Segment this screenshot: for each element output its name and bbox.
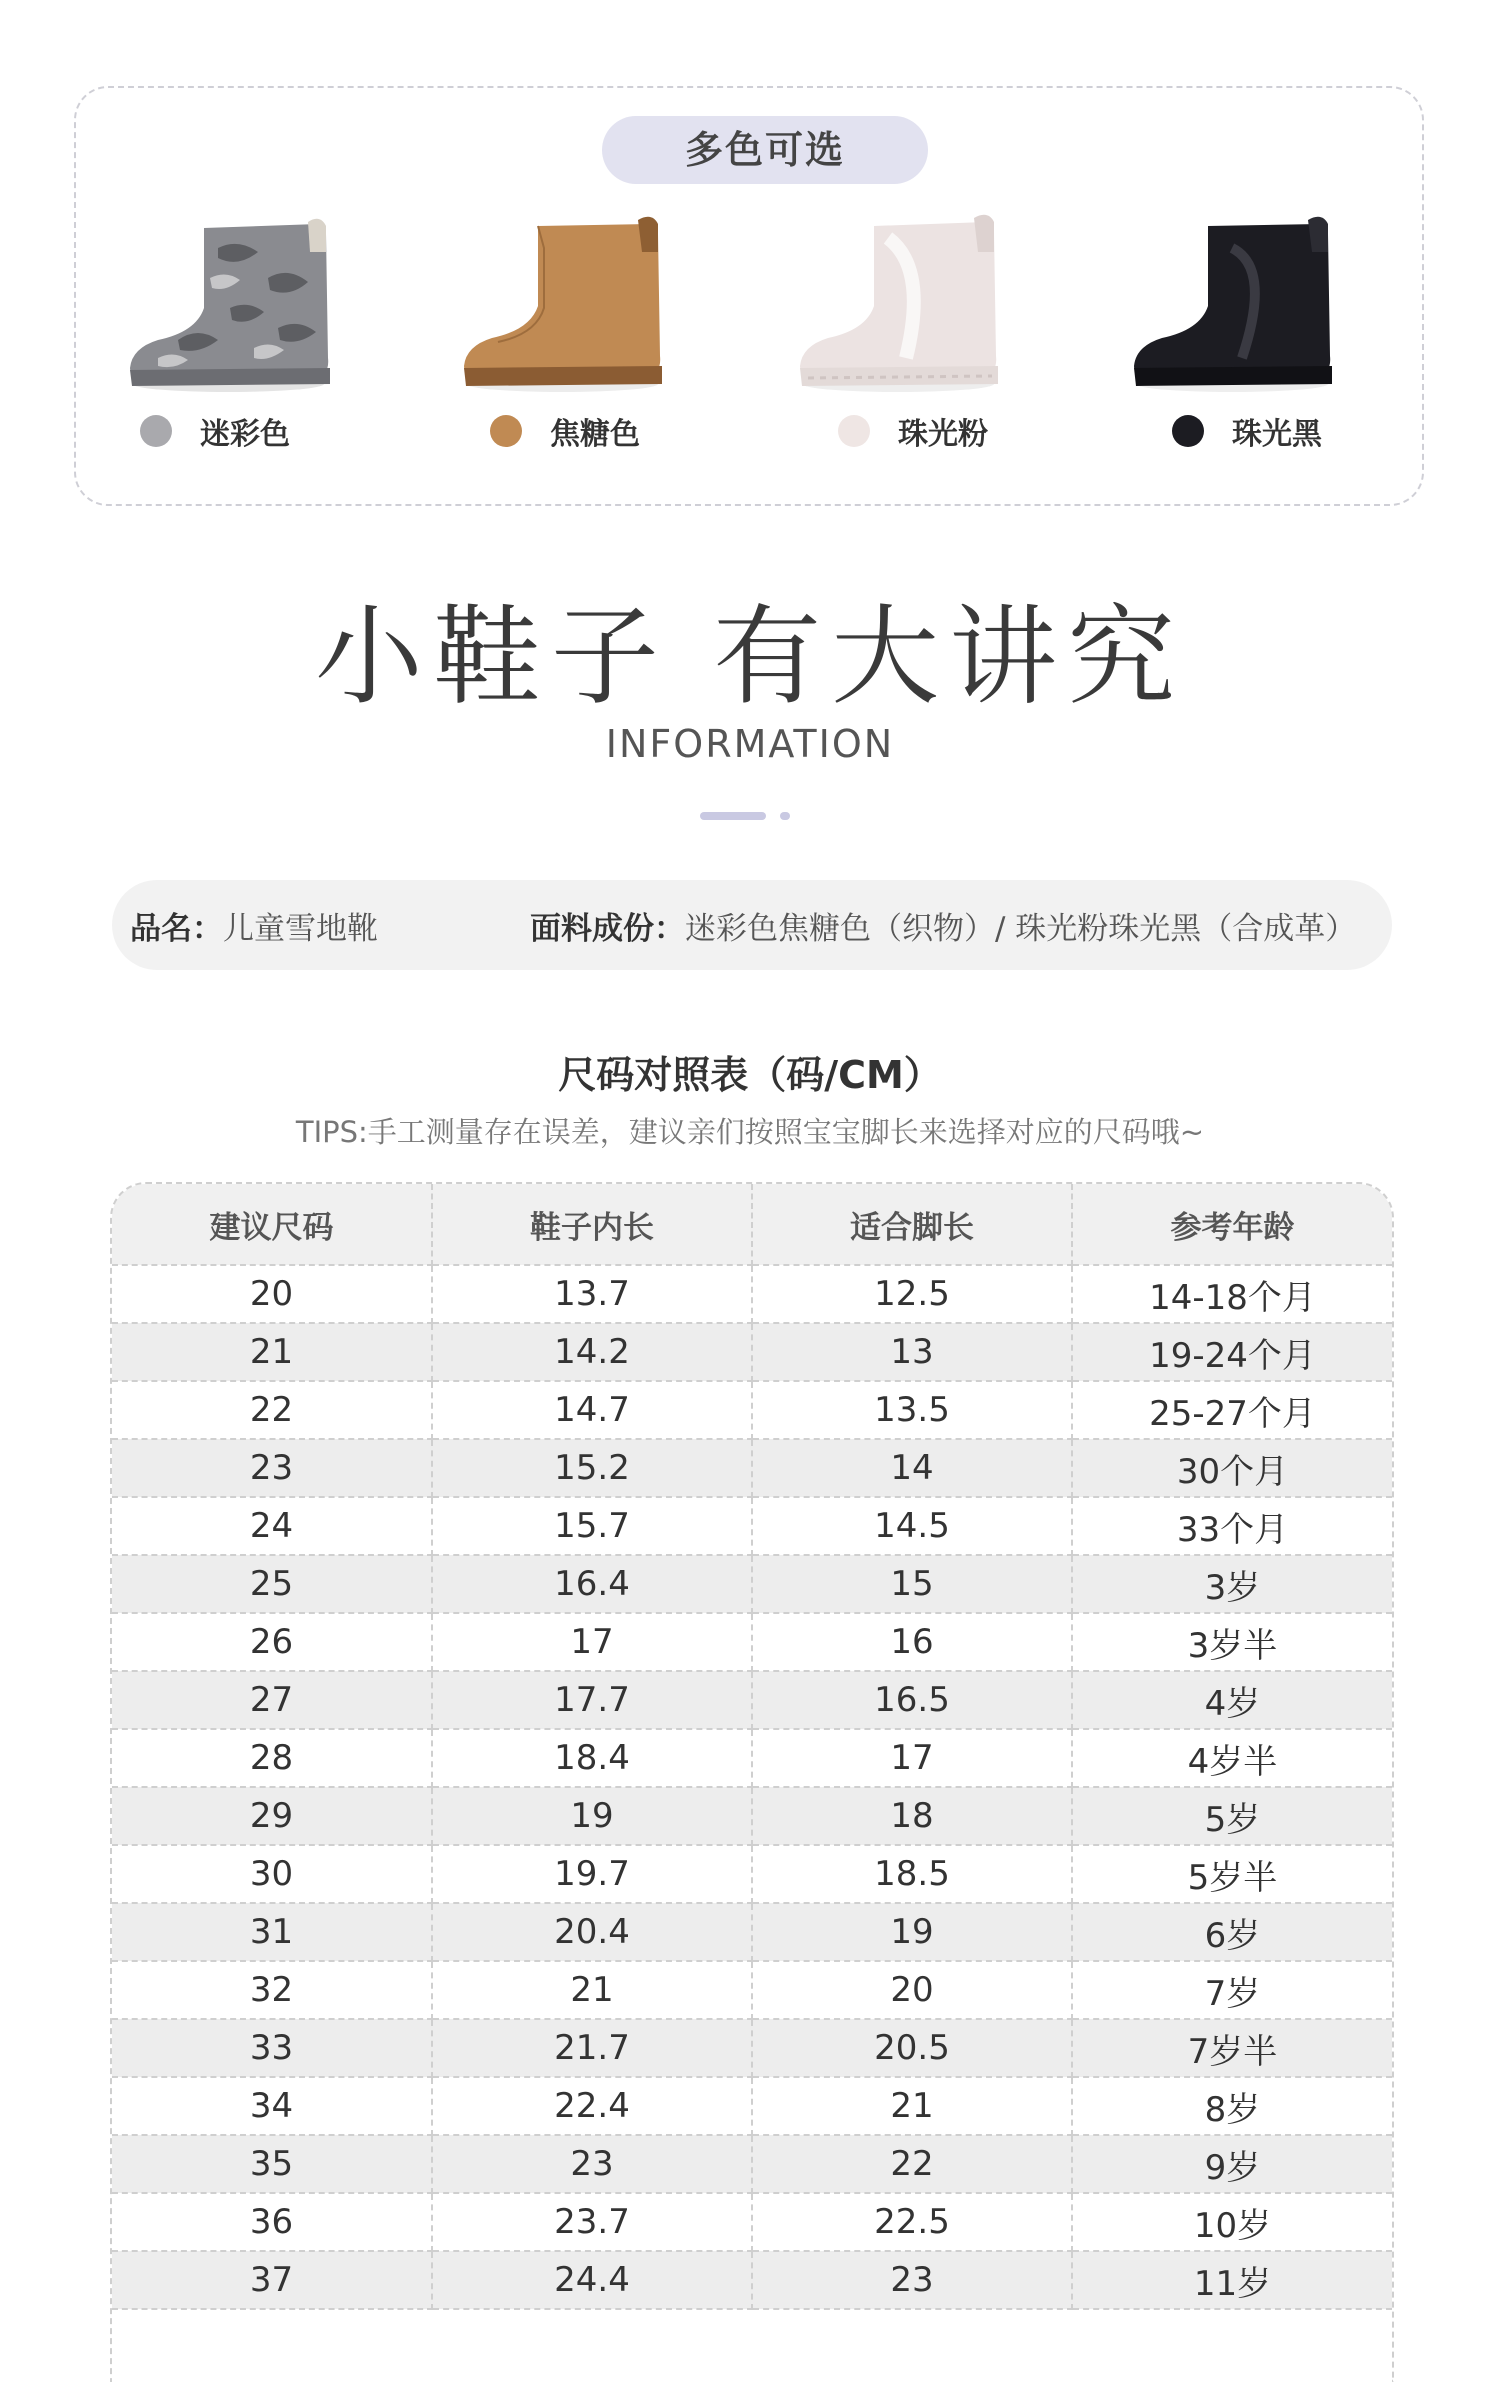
table-cell: 15 bbox=[752, 1555, 1072, 1613]
table-row bbox=[112, 1671, 1392, 1729]
table-cell: 20 bbox=[752, 1961, 1072, 2019]
table-row bbox=[112, 2193, 1392, 2251]
table-cell: 5岁半 bbox=[1072, 1845, 1392, 1903]
size-chart-header-row bbox=[112, 1184, 1392, 1265]
color-label-pearl-black: 珠光黑 bbox=[1232, 417, 1322, 452]
table-cell: 21 bbox=[752, 2077, 1072, 2135]
table-cell: 15.2 bbox=[432, 1439, 752, 1497]
table-row bbox=[112, 1265, 1392, 1323]
table-cell: 29 bbox=[112, 1787, 432, 1845]
table-cell: 17.7 bbox=[432, 1671, 752, 1729]
table-cell: 16.4 bbox=[432, 1555, 752, 1613]
column-header: 建议尺码 bbox=[112, 1184, 432, 1265]
table-row bbox=[112, 1497, 1392, 1555]
table-cell: 19 bbox=[432, 1787, 752, 1845]
table-cell: 32 bbox=[112, 1961, 432, 2019]
product-material-key: 面料成份： bbox=[530, 910, 685, 947]
table-cell: 4岁半 bbox=[1072, 1729, 1392, 1787]
table-cell: 22 bbox=[112, 1381, 432, 1439]
table-cell: 12.5 bbox=[752, 1265, 1072, 1323]
table-cell: 14.7 bbox=[432, 1381, 752, 1439]
color-label-pearl-pink: 珠光粉 bbox=[898, 417, 988, 452]
table-cell: 13.5 bbox=[752, 1381, 1072, 1439]
boot-image-pearl-pink[interactable] bbox=[788, 208, 1028, 408]
product-name bbox=[130, 903, 378, 948]
table-cell: 18.4 bbox=[432, 1729, 752, 1787]
table-cell: 27 bbox=[112, 1671, 432, 1729]
page-subheadline: INFORMATION bbox=[605, 722, 895, 766]
table-cell: 25-27个月 bbox=[1072, 1381, 1392, 1439]
table-cell: 15.7 bbox=[432, 1497, 752, 1555]
column-header: 鞋子内长 bbox=[432, 1184, 752, 1265]
table-cell: 17 bbox=[432, 1613, 752, 1671]
table-row bbox=[112, 1903, 1392, 1961]
table-cell: 31 bbox=[112, 1903, 432, 1961]
page-headline: 小鞋子 有大讲究 bbox=[314, 595, 1186, 720]
product-material-value: 迷彩色焦糖色（织物）/ 珠光粉珠光黑（合成革） bbox=[685, 910, 1357, 947]
table-cell: 23 bbox=[432, 2135, 752, 2193]
table-cell: 21 bbox=[432, 1961, 752, 2019]
table-row bbox=[112, 1845, 1392, 1903]
table-cell: 37 bbox=[112, 2251, 432, 2309]
table-cell: 23 bbox=[752, 2251, 1072, 2309]
table-cell: 14.2 bbox=[432, 1323, 752, 1381]
table-cell: 20 bbox=[112, 1265, 432, 1323]
table-cell: 22.5 bbox=[752, 2193, 1072, 2251]
color-option-pearl-black[interactable] bbox=[1172, 406, 1322, 456]
color-option-caramel[interactable] bbox=[490, 406, 640, 456]
table-row bbox=[112, 1381, 1392, 1439]
table-cell: 26 bbox=[112, 1613, 432, 1671]
table-cell: 30 bbox=[112, 1845, 432, 1903]
table-cell: 20.4 bbox=[432, 1903, 752, 1961]
table-cell: 19.7 bbox=[432, 1845, 752, 1903]
table-cell: 21 bbox=[112, 1323, 432, 1381]
decorative-dot bbox=[780, 812, 790, 820]
table-cell: 8岁 bbox=[1072, 2077, 1392, 2135]
table-cell: 14 bbox=[752, 1439, 1072, 1497]
product-info-bar bbox=[112, 880, 1392, 970]
table-cell: 24 bbox=[112, 1497, 432, 1555]
table-cell: 11岁 bbox=[1072, 2251, 1392, 2309]
size-chart-title: 尺码对照表（码/CM） bbox=[558, 1053, 942, 1097]
column-header: 参考年龄 bbox=[1072, 1184, 1392, 1265]
table-row bbox=[112, 1787, 1392, 1845]
table-cell: 20.5 bbox=[752, 2019, 1072, 2077]
table-cell: 13 bbox=[752, 1323, 1072, 1381]
table-cell: 34 bbox=[112, 2077, 432, 2135]
table-row bbox=[112, 2135, 1392, 2193]
table-row bbox=[112, 1555, 1392, 1613]
table-row bbox=[112, 1323, 1392, 1381]
table-cell: 7岁 bbox=[1072, 1961, 1392, 2019]
table-cell: 18.5 bbox=[752, 1845, 1072, 1903]
table-row bbox=[112, 1439, 1392, 1497]
table-cell: 23 bbox=[112, 1439, 432, 1497]
color-options-title: 多色可选 bbox=[602, 116, 928, 184]
table-cell: 33个月 bbox=[1072, 1497, 1392, 1555]
table-cell: 35 bbox=[112, 2135, 432, 2193]
table-cell: 16 bbox=[752, 1613, 1072, 1671]
color-options-panel bbox=[74, 86, 1424, 506]
decorative-dash bbox=[700, 812, 766, 820]
table-row bbox=[112, 1961, 1392, 2019]
table-cell: 5岁 bbox=[1072, 1787, 1392, 1845]
table-cell: 28 bbox=[112, 1729, 432, 1787]
product-name-value: 儿童雪地靴 bbox=[223, 910, 378, 947]
table-row bbox=[112, 1729, 1392, 1787]
table-row bbox=[112, 1613, 1392, 1671]
table-cell: 7岁半 bbox=[1072, 2019, 1392, 2077]
size-chart-table bbox=[112, 1184, 1392, 2310]
table-cell: 19 bbox=[752, 1903, 1072, 1961]
table-cell: 10岁 bbox=[1072, 2193, 1392, 2251]
table-cell: 25 bbox=[112, 1555, 432, 1613]
table-cell: 22.4 bbox=[432, 2077, 752, 2135]
table-cell: 14.5 bbox=[752, 1497, 1072, 1555]
table-cell: 22 bbox=[752, 2135, 1072, 2193]
table-row bbox=[112, 2251, 1392, 2309]
color-label-caramel: 焦糖色 bbox=[550, 417, 640, 452]
color-label-camo: 迷彩色 bbox=[200, 417, 290, 452]
table-cell: 16.5 bbox=[752, 1671, 1072, 1729]
table-cell: 18 bbox=[752, 1787, 1072, 1845]
table-cell: 30个月 bbox=[1072, 1439, 1392, 1497]
table-cell: 33 bbox=[112, 2019, 432, 2077]
color-option-pearl-pink[interactable] bbox=[838, 406, 988, 456]
table-cell: 4岁 bbox=[1072, 1671, 1392, 1729]
table-cell: 13.7 bbox=[432, 1265, 752, 1323]
boot-image-camo[interactable] bbox=[118, 208, 358, 408]
table-row bbox=[112, 2077, 1392, 2135]
product-material bbox=[530, 903, 1356, 948]
table-cell: 23.7 bbox=[432, 2193, 752, 2251]
table-cell: 17 bbox=[752, 1729, 1072, 1787]
boot-image-pearl-black[interactable] bbox=[1122, 208, 1362, 408]
table-cell: 19-24个月 bbox=[1072, 1323, 1392, 1381]
table-cell: 14-18个月 bbox=[1072, 1265, 1392, 1323]
swatch-caramel bbox=[490, 415, 522, 447]
product-name-key: 品名： bbox=[130, 910, 223, 947]
table-cell: 9岁 bbox=[1072, 2135, 1392, 2193]
swatch-pearl-pink bbox=[838, 415, 870, 447]
swatch-camo bbox=[140, 415, 172, 447]
table-row bbox=[112, 2019, 1392, 2077]
table-cell: 21.7 bbox=[432, 2019, 752, 2077]
swatch-pearl-black bbox=[1172, 415, 1204, 447]
boot-image-caramel[interactable] bbox=[452, 208, 692, 408]
table-cell: 3岁 bbox=[1072, 1555, 1392, 1613]
boot-images bbox=[76, 208, 1422, 388]
column-header: 适合脚长 bbox=[752, 1184, 1072, 1265]
table-cell: 6岁 bbox=[1072, 1903, 1392, 1961]
color-option-camo[interactable] bbox=[140, 406, 290, 456]
table-cell: 36 bbox=[112, 2193, 432, 2251]
size-chart-tips: TIPS:手工测量存在误差，建议亲们按照宝宝脚长来选择对应的尺码哦~ bbox=[295, 1115, 1205, 1149]
table-cell: 24.4 bbox=[432, 2251, 752, 2309]
table-cell: 3岁半 bbox=[1072, 1613, 1392, 1671]
